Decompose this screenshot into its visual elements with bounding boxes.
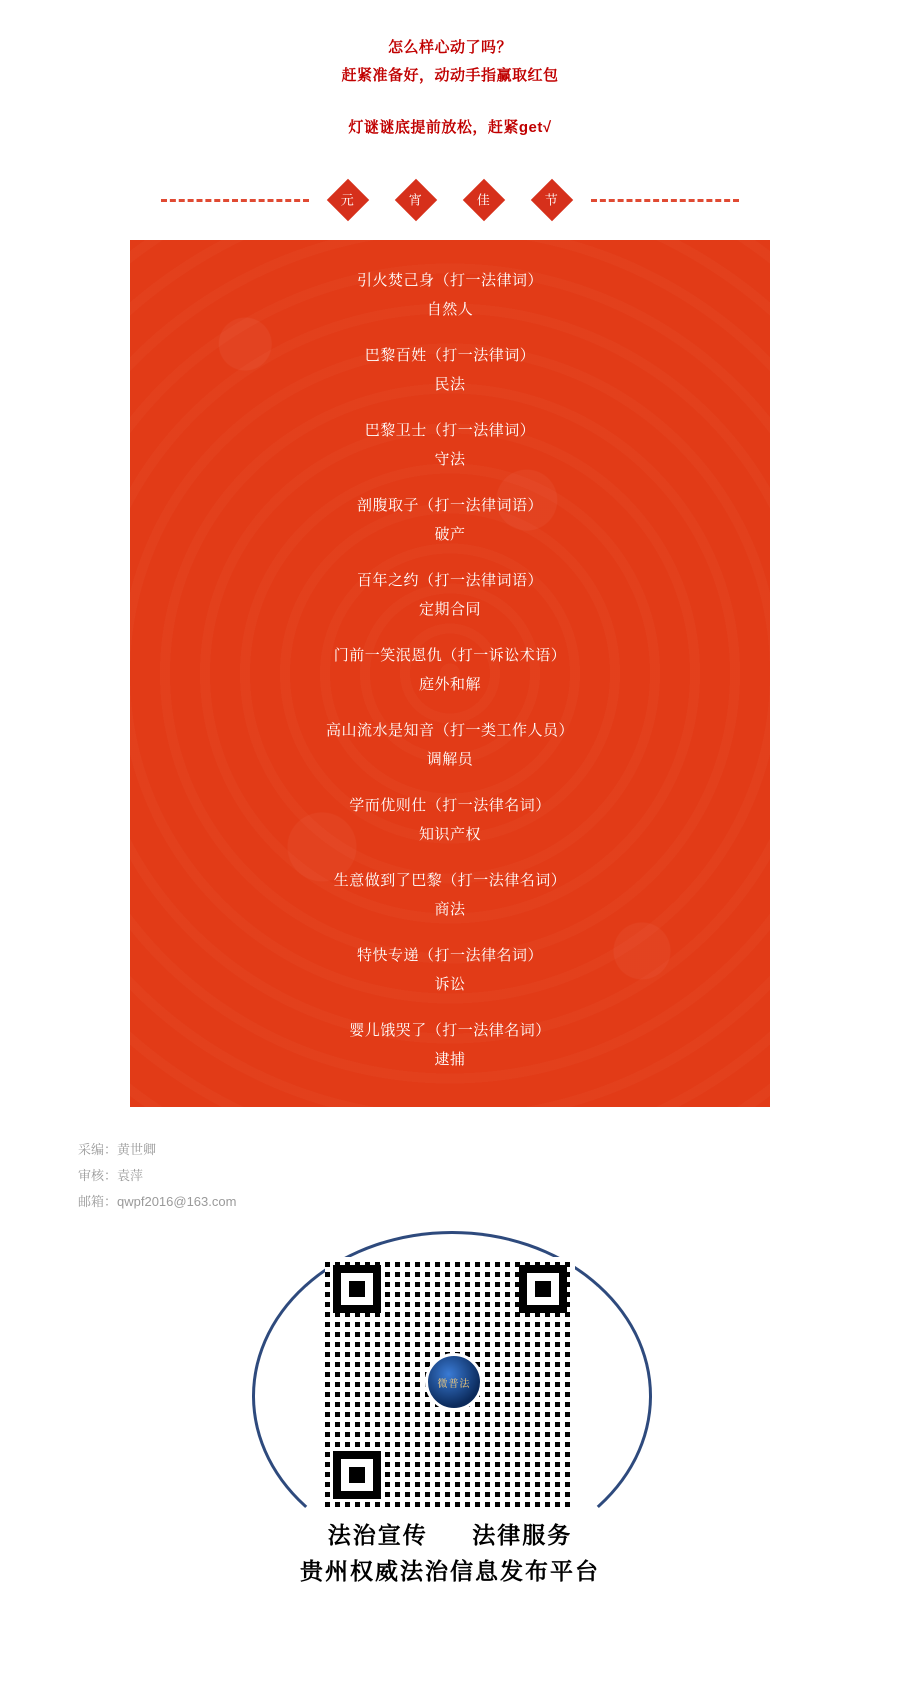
slogan-line-3: 灯谜谜底提前放松，赶紧get√	[348, 119, 552, 136]
credit-email: 邮箱：qwpf2016@163.com	[78, 1194, 237, 1209]
festival-divider	[0, 178, 900, 222]
divider-dash-right	[591, 199, 739, 202]
diamond-badge	[395, 179, 437, 221]
riddle-answer: 自然人	[426, 301, 474, 318]
diamond-badge	[463, 179, 505, 221]
riddle-answer: 庭外和解	[418, 676, 481, 693]
riddle-answer: 调解员	[426, 751, 474, 768]
credits-block	[78, 1137, 900, 1215]
credit-editor: 采编：黄世卿	[78, 1142, 157, 1157]
riddle-item	[130, 491, 770, 548]
qr-finder-icon	[519, 1265, 567, 1313]
riddle-item	[130, 941, 770, 998]
riddle-item	[130, 716, 770, 773]
credit-reviewer: 审核：袁萍	[78, 1168, 144, 1183]
header-slogans	[0, 0, 900, 142]
riddle-item	[130, 341, 770, 398]
riddle-item	[130, 866, 770, 923]
qr-caption-top	[130, 1517, 770, 1550]
riddle-question: 生意做到了巴黎（打一法律名词）	[333, 872, 567, 889]
riddle-question: 百年之约（打一法律词语）	[356, 572, 543, 589]
riddle-question: 学而优则仕（打一法律名词）	[349, 797, 551, 814]
riddle-question: 巴黎百姓（打一法律词）	[364, 347, 536, 364]
riddle-question: 门前一笑泯恩仇（打一诉讼术语）	[333, 647, 567, 664]
riddle-answer: 诉讼	[434, 976, 466, 993]
riddle-answer: 民法	[434, 376, 466, 393]
riddle-answer: 破产	[434, 526, 466, 543]
slogan-line-1: 怎么样心动了吗？	[387, 39, 512, 56]
qr-caption-left: 法治宣传	[327, 1522, 428, 1548]
riddle-question: 婴儿饿哭了（打一法律名词）	[349, 1022, 551, 1039]
riddle-answer: 守法	[434, 451, 466, 468]
diamond-badge	[531, 179, 573, 221]
qr-section	[130, 1227, 770, 1647]
riddle-item	[130, 566, 770, 623]
riddle-answer: 逮捕	[434, 1051, 466, 1068]
qr-finder-icon	[333, 1265, 381, 1313]
diamond-badge	[327, 179, 369, 221]
qr-caption-bottom: 贵州权威法治信息发布平台	[300, 1558, 600, 1584]
qr-finder-icon	[333, 1451, 381, 1499]
riddle-answer: 定期合同	[418, 601, 481, 618]
qr-caption-right: 法律服务	[472, 1522, 573, 1548]
riddle-question: 特快专递（打一法律名词）	[356, 947, 543, 964]
divider-dash-left	[161, 199, 309, 202]
riddle-question: 巴黎卫士（打一法律词）	[364, 422, 536, 439]
riddle-item	[130, 416, 770, 473]
riddle-item	[130, 1016, 770, 1073]
diamond-char: 元	[341, 192, 355, 208]
riddle-question: 引火焚己身（打一法律词）	[356, 272, 543, 289]
qr-logo-badge	[425, 1353, 483, 1411]
diamond-char: 节	[545, 192, 559, 208]
qr-logo-text: 微普法	[437, 1378, 471, 1390]
riddle-question: 高山流水是知音（打一类工作人员）	[325, 722, 574, 739]
riddle-item	[130, 266, 770, 323]
divider-diamonds	[333, 185, 567, 215]
riddle-answer: 知识产权	[418, 826, 481, 843]
riddle-question: 剖腹取子（打一法律词语）	[356, 497, 543, 514]
diamond-char: 佳	[477, 192, 491, 208]
riddle-panel	[130, 240, 770, 1107]
slogan-line-2: 赶紧准备好，动动手指赢取红包	[341, 67, 559, 84]
riddle-item	[130, 641, 770, 698]
riddle-item	[130, 791, 770, 848]
diamond-char: 宵	[409, 192, 423, 208]
riddle-answer: 商法	[434, 901, 466, 918]
